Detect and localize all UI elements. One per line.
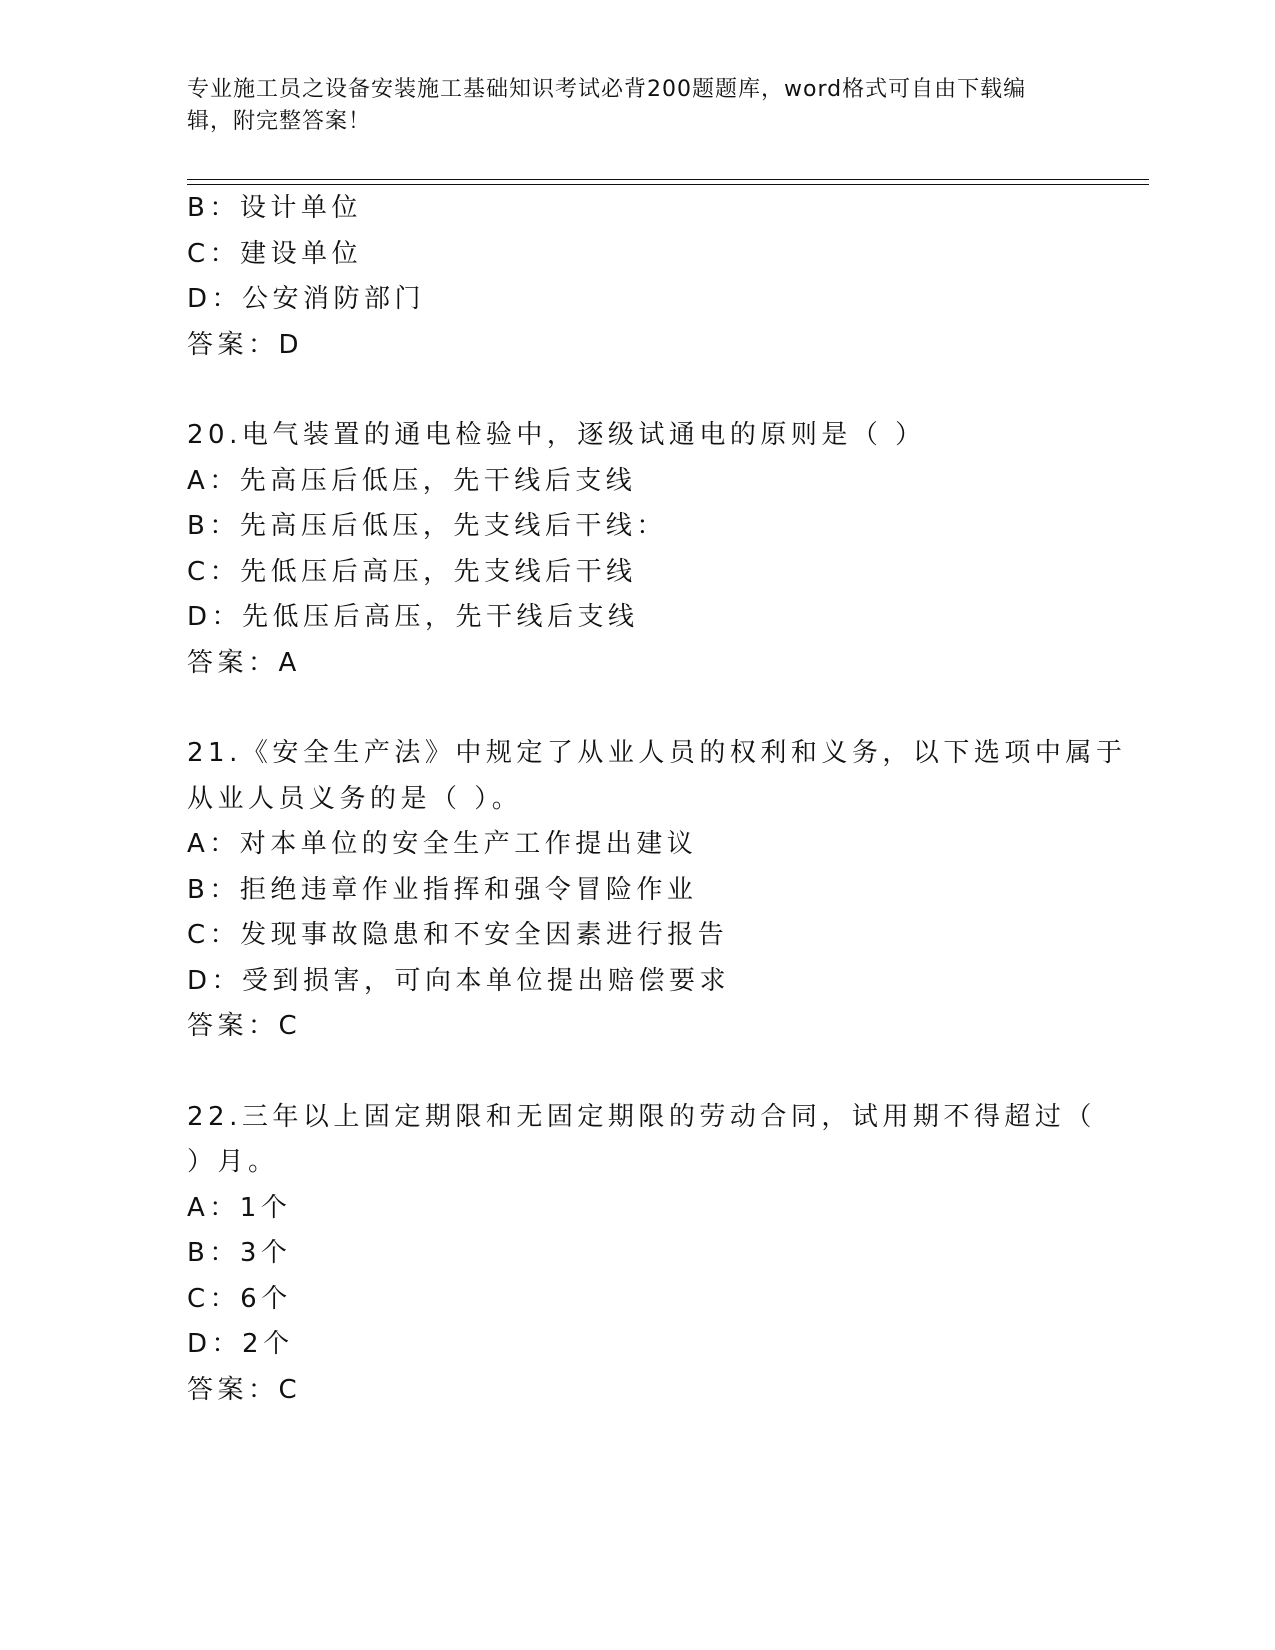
option-c: C：建设单位 (187, 238, 363, 269)
answer: 答案：C (187, 1011, 302, 1041)
question-stem-line-2: 从业人员义务的是（ ）。 (187, 783, 523, 814)
question-21 (187, 731, 1127, 1050)
header-divider-top (187, 179, 1149, 180)
header-divider-bottom (187, 184, 1149, 185)
option-b: B：设计单位 (187, 193, 362, 223)
question-list (187, 186, 1127, 1413)
question-20 (187, 413, 1087, 686)
option-a: A：先高压后低压，先干线后支线 (187, 465, 637, 496)
option-b: B：3个 (187, 1238, 292, 1268)
question-19-tail (187, 186, 1087, 368)
question-stem-line-1: 21.《安全生产法》中规定了从业人员的权利和义务，以下选项中属于 (187, 738, 1127, 768)
answer: 答案：D (187, 329, 304, 360)
option-a: A：对本单位的安全生产工作提出建议 (187, 829, 698, 859)
option-c: C：发现事故隐患和不安全因素进行报告 (187, 920, 729, 950)
page-header: 专业施工员之设备安装施工基础知识考试必背200题题库，word格式可自由下载编辑，附完整答案！ (187, 77, 1027, 134)
option-d: D：2个 (187, 1329, 294, 1359)
option-b: B：拒绝违章作业指挥和强令冒险作业 (187, 874, 698, 905)
question-stem: 20.电气装置的通电检验中，逐级试通电的原则是（ ） (187, 420, 926, 450)
question-stem-line-1: 22.三年以上固定期限和无固定期限的劳动合同，试用期不得超过（ (187, 1101, 1096, 1132)
answer: 答案：A (187, 647, 301, 678)
option-b: B：先高压后低压，先支线后干线： (187, 511, 667, 541)
question-22 (187, 1095, 1096, 1414)
question-stem-line-2: ）月。 (187, 1147, 279, 1177)
option-c: C：6个 (187, 1283, 292, 1314)
option-d: D：受到损害，可向本单位提出赔偿要求 (187, 965, 731, 996)
option-a: A：1个 (187, 1192, 292, 1223)
option-d: D：先低压后高压，先干线后支线 (187, 602, 639, 632)
option-d: D：公安消防部门 (187, 284, 426, 314)
option-c: C：先低压后高压，先支线后干线 (187, 556, 637, 587)
answer: 答案：C (187, 1374, 302, 1405)
